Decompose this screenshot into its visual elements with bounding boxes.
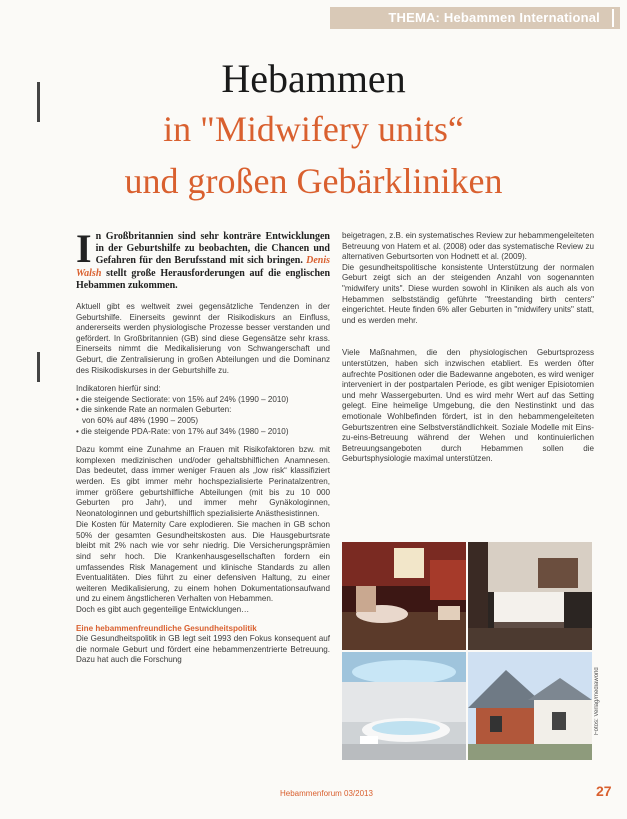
left-column	[76, 226, 331, 674]
right-column	[342, 231, 594, 473]
page-number: 27	[596, 783, 612, 799]
section-subhead: Eine hebammenfreundliche Gesundheitspolitik	[76, 623, 257, 633]
list-item: von 60% auf 48% (1990 – 2005)	[82, 415, 199, 425]
section-header-bar	[330, 7, 620, 29]
body-paragraph: Dazu kommt eine Zunahme an Frauen mit Risikofaktoren bzw. mit komplexen medizinischen und/oder gehaltsbhilflichen Anamnesen. Das bedeutet, dass immer weniger Frauen als „low risk“ klassifiziert werden. Es gibt immer mehr hochspezialisierte Perinatalzentren, immer größere geburtshilfliche Abteilungen (mit bis zu 10 000 Geburten pro Jahr), und immer mehr Gynäkologinnen, Neonatologinnen und geburtshilflich spezialisierte Anästhesistinnen.	[76, 445, 330, 518]
body-paragraph: Die gesundheitspolitische konsistente Unterstützung der normalen Geburt zeigt sich an der steigenden Anzahl von sogenannten "midwifery units". Diese wurden sowohl in Kliniken als auch als von Hebammen selbstständig geführte "freestanding birth centers" eingerichtet. Heute finden 6% aller Geburten in "midwifery units" statt, und es werden mehr.	[342, 262, 594, 325]
footer-journal: Hebammenforum 03/2013	[280, 789, 373, 798]
list-item: • die sinkende Rate an normalen Geburten:	[76, 405, 232, 415]
body-paragraph: Die Kosten für Maternity Care explodieren. Sie machen in GB schon 50% der gesamten Gesundheitskosten aus. Die Hausgeburtsrate bleibt mit 2% nach wie vor sehr niedrig. Die Versicherungsprämien sind sehr hoch. Die Krankenhausgesellschaften fordern ein umfassendes Risk Management und klinische Standards zu allen Eventualitäten. Dies führt zu einer defensiven Haltung, zu einer weiteren Medikalisierung, zu einem hohen Dokumentationsaufwand und zu einem ängstlicheren Verhalten von Hebammen.	[76, 520, 330, 604]
list-item: • die steigende PDA-Rate: von 17% auf 34% (1980 – 2010)	[76, 426, 289, 436]
photo-birth-center-building	[468, 652, 592, 760]
body-paragraph: Aktuell gibt es weltweit zwei gegensätzliche Tendenzen in der Geburtshilfe. Einerseits gewinnt der Risikodiskurs an Einfluss, andererseits werden physiologische Prozesse besser verstanden und gefördert. In Großbritannien (GB) sind diese Gegensätze sehr krass. Einerseits nimmt die Medikalisierung von Schwangerschaft und Geburt, die Zentralisierung in großen Abteilungen und die Dominanz des Risikodiskurses in der Geburtshilfe zu.	[76, 302, 330, 375]
author-name: Denis Walsh	[76, 255, 331, 279]
list-item: • die steigende Sectiorate: von 15% auf 24% (1990 – 2010)	[76, 394, 289, 404]
photo-birth-room-bed	[468, 542, 592, 650]
indicators-intro: Indikatoren hierfür sind:	[76, 384, 161, 394]
indicators-list	[76, 395, 330, 437]
lead-paragraph	[76, 226, 331, 292]
photo-birthing-pool	[342, 652, 466, 760]
lead-text: n Großbritannien sind sehr konträre Entwicklungen in der Geburtshilfe zu beobachten, die Chancen und Gefahren für den Berufsstand mit sich bringen.	[95, 231, 330, 267]
photo-credit: Fotos: Verlag/mediaworld	[594, 667, 600, 735]
header-divider	[612, 9, 614, 27]
page-title-line3: und großen Gebärkliniken	[124, 161, 503, 201]
binding-mark	[37, 352, 40, 382]
photo-collage	[342, 542, 592, 760]
page-title-line2: in "Midwifery units“	[163, 109, 464, 149]
body-paragraph: Viele Maßnahmen, die den physiologischen Geburtsprozess unterstützen, haben sich inzwischen etabliert. Es werden öfter aufrechte Positionen oder die Badewanne angeboten, es wird weniger interveniert in der postpartalen Periode, es gibt weniger Episiotomien und mehr Wassergeburten. Und es wird mehr Wert auf das Setting gelegt. Eine heimelige Umgebung, die den Nestinstinkt und das emotionale Wohlbefinden fördert, ist in den hebammengeleiteten Geburtszentren eine Selbstverständlichkeit. Soziale Modelle mit Eins-zu-eins-Betreuung während der Wehen und kontinuierlichen Betreuungsangeboten durch Hebammen sollen die Geburtsphysiologie maximal unterstützen.	[342, 348, 594, 464]
page-title-line1: Hebammen	[221, 56, 406, 101]
body-paragraph: Die Gesundheitspolitik in GB legt seit 1993 den Fokus konsequent auf die normale Geburt und fördert eine hebammenzentrierte Betreuung. Dazu hat auch die Forschung	[76, 634, 330, 665]
drop-cap: I	[76, 226, 92, 271]
photo-birth-room-red	[342, 542, 466, 650]
lead-text-end: stellt große Herausforderungen auf die englischen Hebammen zukommen.	[76, 267, 330, 291]
body-paragraph: Doch es gibt auch gegenteilige Entwicklungen…	[76, 605, 250, 615]
body-paragraph: beigetragen, z.B. ein systematisches Review zur hebammengeleiteten Betreuung von Hatem et al. (2008) oder das systematische Review zu alternativen Geburtsorten von Hodnett et al. (2009).	[342, 231, 594, 262]
section-label: THEMA: Hebammen International	[388, 10, 600, 25]
